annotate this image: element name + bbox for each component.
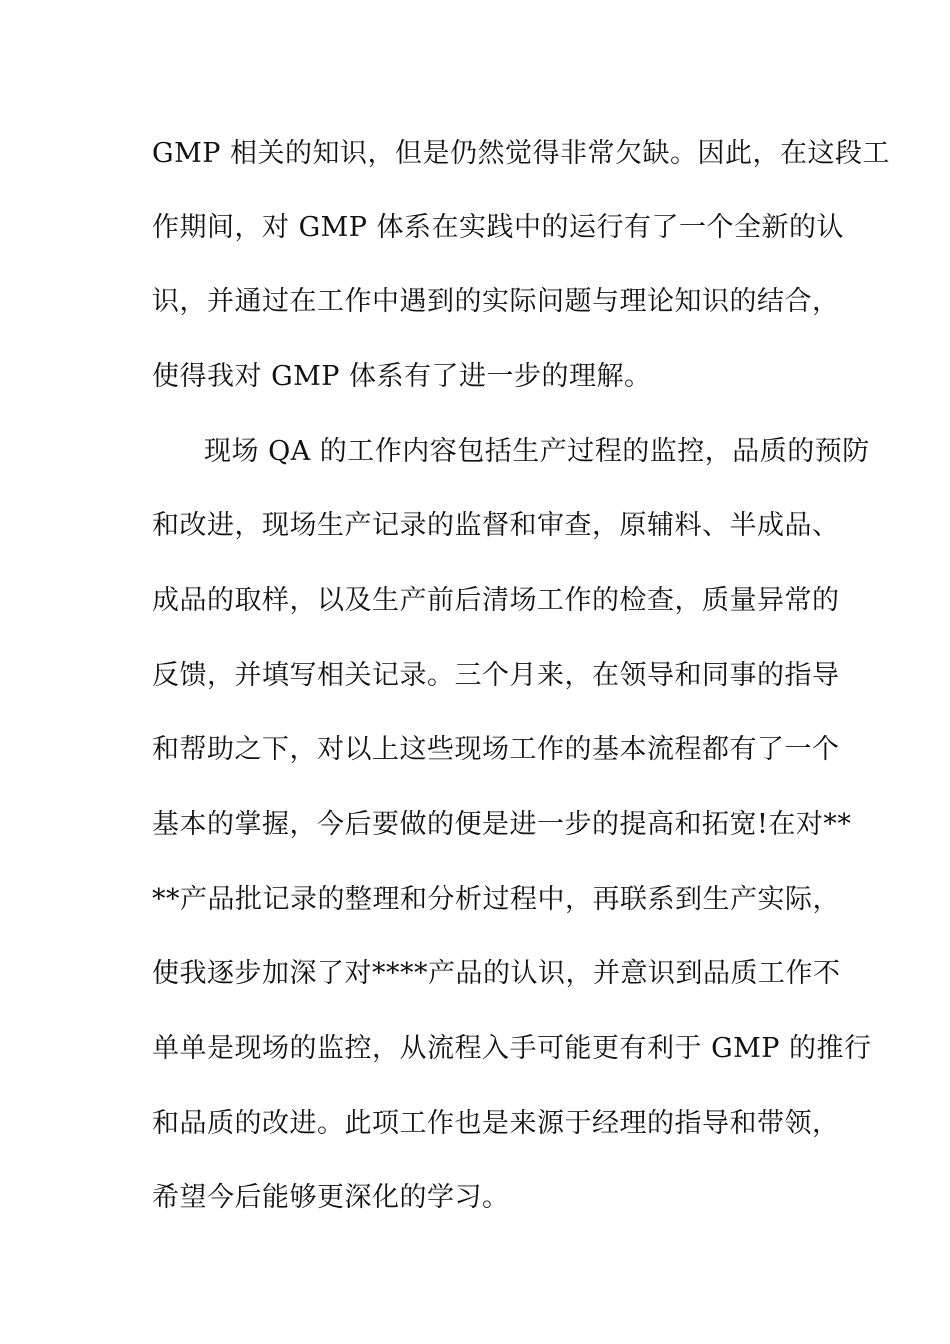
paragraph-2-line-10: 和品质的改进。此项工作也是来源于经理的指导和带领， (152, 1108, 840, 1139)
paragraph-2-line-3: 成品的取样，以及生产前后清场工作的检查，质量异常的 (152, 585, 840, 616)
paragraph-2-line-5: 和帮助之下，对以上这些现场工作的基本流程都有了一个 (152, 734, 840, 765)
paragraph-1-line-3: 识，并通过在工作中遇到的实际问题与理论知识的结合， (152, 286, 840, 317)
paragraph-2-line-9: 单单是现场的监控，从流程入手可能更有利于 GMP 的推行 (152, 1033, 872, 1064)
paragraph-2-line-4: 反馈，并填写相关记录。三个月来，在领导和同事的指导 (152, 660, 840, 691)
paragraph-2-line-2: 和改进，现场生产记录的监督和审查，原辅料、半成品、 (152, 510, 840, 541)
paragraph-2-line-8: 使我逐步加深了对****产品的认识，并意识到品质工作不 (152, 958, 841, 989)
paragraph-1-line-1: GMP 相关的知识，但是仍然觉得非常欠缺。因此，在这段工 (152, 138, 890, 169)
paragraph-2-line-7: **产品批记录的整理和分析过程中，再联系到生产实际， (152, 884, 840, 915)
paragraph-2-line-6: 基本的掌握，今后要做的便是进一步的提高和拓宽!在对** (152, 809, 852, 840)
paragraph-2-line-11: 希望今后能够更深化的学习。 (152, 1182, 510, 1213)
paragraph-2-line-1: 现场 QA 的工作内容包括生产过程的监控，品质的预防 (204, 436, 870, 467)
paragraph-1-line-2: 作期间，对 GMP 体系在实践中的运行有了一个全新的认 (152, 212, 845, 243)
paragraph-1-line-4: 使得我对 GMP 体系有了进一步的理解。 (152, 361, 652, 392)
